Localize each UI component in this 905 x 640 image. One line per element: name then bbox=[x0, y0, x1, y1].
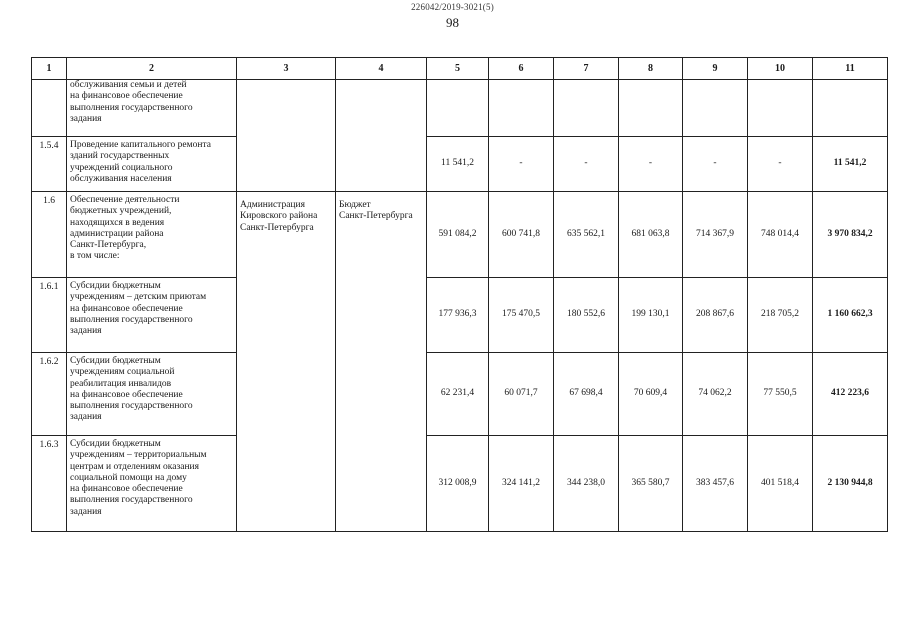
value-cell bbox=[619, 80, 683, 137]
column-header: 9 bbox=[683, 58, 748, 80]
value-cell: - bbox=[554, 137, 619, 192]
row-number: 1.5.4 bbox=[32, 137, 67, 192]
value-cell: 600 741,8 bbox=[489, 192, 554, 278]
table-row bbox=[32, 278, 888, 353]
responsible-org: Администрация Кировского района Санкт-Петербурга bbox=[237, 192, 336, 532]
table-row bbox=[32, 436, 888, 532]
value-cell: 635 562,1 bbox=[554, 192, 619, 278]
row-number: 1.6.3 bbox=[32, 436, 67, 532]
value-cell: 77 550,5 bbox=[748, 353, 813, 436]
column-header: 1 bbox=[32, 58, 67, 80]
budget-table bbox=[31, 57, 888, 532]
value-cell: 180 552,6 bbox=[554, 278, 619, 353]
value-cell bbox=[427, 80, 489, 137]
value-cell: - bbox=[683, 137, 748, 192]
row-name: Субсидии бюджетным учреждениям – территориальным центрам и отделениям оказания социальной помощи на дому на финансовое обеспечение выполнения государственного задания bbox=[67, 436, 237, 532]
value-cell: 681 063,8 bbox=[619, 192, 683, 278]
column-header: 10 bbox=[748, 58, 813, 80]
value-cell: 383 457,6 bbox=[683, 436, 748, 532]
value-cell: 208 867,6 bbox=[683, 278, 748, 353]
row-name: Субсидии бюджетным учреждениям – детским приютам на финансовое обеспечение выполнения государственного задания bbox=[67, 278, 237, 353]
column-header: 6 bbox=[489, 58, 554, 80]
column-header: 5 bbox=[427, 58, 489, 80]
value-cell: 714 367,9 bbox=[683, 192, 748, 278]
document-id: 226042/2019-3021(5) bbox=[411, 2, 494, 12]
column-header: 11 bbox=[813, 58, 888, 80]
value-cell: 67 698,4 bbox=[554, 353, 619, 436]
org-cell-empty bbox=[237, 80, 336, 192]
value-cell: - bbox=[748, 137, 813, 192]
value-cell: 344 238,0 bbox=[554, 436, 619, 532]
row-number: 1.6.1 bbox=[32, 278, 67, 353]
row-name: Субсидии бюджетным учреждениям социальной реабилитация инвалидов на финансовое обеспечение выполнения государственного задания bbox=[67, 353, 237, 436]
value-cell: 748 014,4 bbox=[748, 192, 813, 278]
funding-source: Бюджет Санкт-Петербурга bbox=[336, 192, 427, 532]
table-row bbox=[32, 80, 888, 137]
value-cell: 401 518,4 bbox=[748, 436, 813, 532]
row-number: 1.6.2 bbox=[32, 353, 67, 436]
value-cell: 70 609,4 bbox=[619, 353, 683, 436]
column-header: 2 bbox=[67, 58, 237, 80]
value-cell bbox=[683, 80, 748, 137]
value-cell: 62 231,4 bbox=[427, 353, 489, 436]
total-cell bbox=[813, 80, 888, 137]
table-row bbox=[32, 353, 888, 436]
value-cell bbox=[554, 80, 619, 137]
value-cell: 11 541,2 bbox=[427, 137, 489, 192]
row-name: Проведение капитального ремонта зданий государственных учреждений социального обслуживания населения bbox=[67, 137, 237, 192]
total-cell: 3 970 834,2 bbox=[813, 192, 888, 278]
total-cell: 1 160 662,3 bbox=[813, 278, 888, 353]
value-cell: - bbox=[489, 137, 554, 192]
total-cell: 2 130 944,8 bbox=[813, 436, 888, 532]
column-header: 3 bbox=[237, 58, 336, 80]
value-cell: 591 084,2 bbox=[427, 192, 489, 278]
value-cell bbox=[489, 80, 554, 137]
value-cell bbox=[748, 80, 813, 137]
total-cell: 412 223,6 bbox=[813, 353, 888, 436]
value-cell: 312 008,9 bbox=[427, 436, 489, 532]
column-header: 4 bbox=[336, 58, 427, 80]
table-header-row bbox=[32, 58, 888, 80]
total-cell: 11 541,2 bbox=[813, 137, 888, 192]
row-number: 1.6 bbox=[32, 192, 67, 278]
row-number bbox=[32, 80, 67, 137]
table-row bbox=[32, 137, 888, 192]
value-cell: 218 705,2 bbox=[748, 278, 813, 353]
table-row bbox=[32, 192, 888, 278]
source-cell-empty bbox=[336, 80, 427, 192]
value-cell: 175 470,5 bbox=[489, 278, 554, 353]
value-cell: 74 062,2 bbox=[683, 353, 748, 436]
value-cell: 324 141,2 bbox=[489, 436, 554, 532]
value-cell: - bbox=[619, 137, 683, 192]
value-cell: 60 071,7 bbox=[489, 353, 554, 436]
value-cell: 365 580,7 bbox=[619, 436, 683, 532]
row-name: обслуживания семьи и детей на финансовое обеспечение выполнения государственного задания bbox=[67, 80, 237, 137]
row-name: Обеспечение деятельности бюджетных учреждений, находящихся в ведения администрации района Санкт-Петербурга, в том числе: bbox=[67, 192, 237, 278]
column-header: 8 bbox=[619, 58, 683, 80]
value-cell: 177 936,3 bbox=[427, 278, 489, 353]
page-number: 98 bbox=[446, 15, 459, 30]
column-header: 7 bbox=[554, 58, 619, 80]
value-cell: 199 130,1 bbox=[619, 278, 683, 353]
